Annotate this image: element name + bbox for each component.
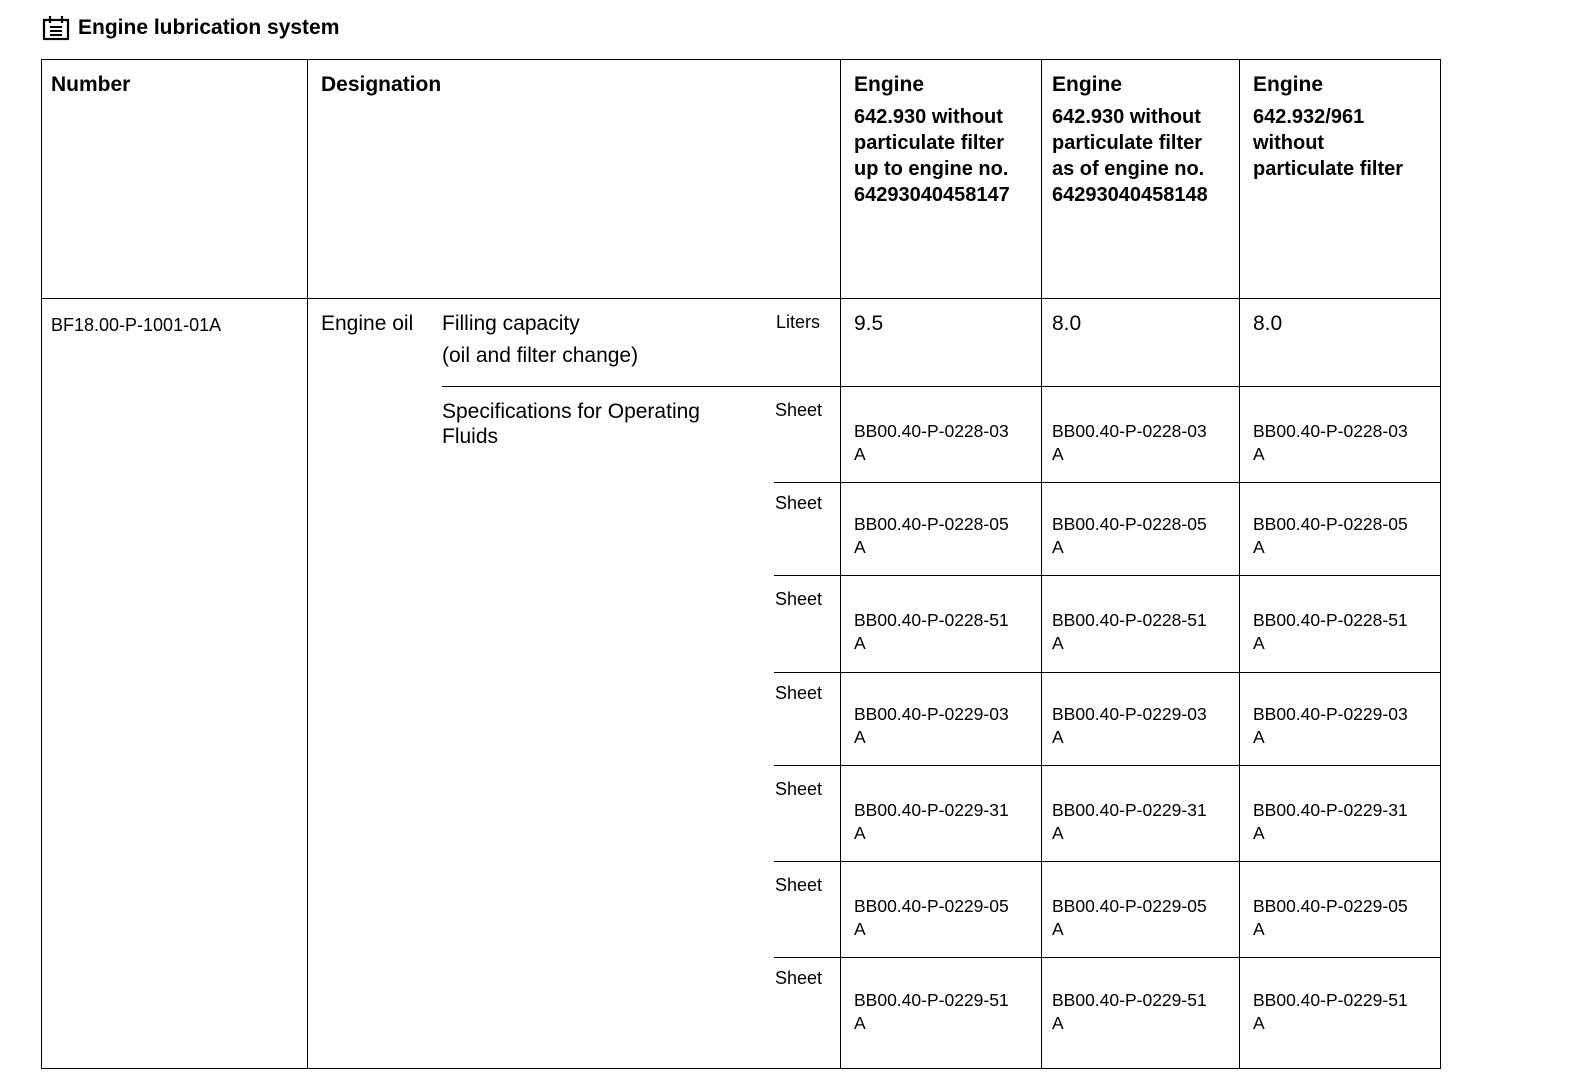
sheet-suffix: A	[854, 537, 866, 557]
sheet-reference	[1253, 799, 1408, 845]
header-engine-line: as of engine no.	[1052, 158, 1205, 180]
col-divider-3	[1041, 59, 1042, 1069]
sheet-code: BB00.40-P-0228-51	[1253, 610, 1408, 630]
sheet-reference	[1253, 609, 1408, 655]
sheet-suffix: A	[1052, 823, 1064, 843]
sheet-unit: Sheet	[775, 683, 823, 703]
sheet-suffix: A	[1052, 633, 1064, 653]
sheet-suffix: A	[1253, 633, 1265, 653]
col-divider-2	[840, 59, 841, 1069]
table-border-bottom	[41, 1068, 1441, 1069]
sheet-reference	[854, 609, 1009, 655]
filling-value: 8.0	[1253, 312, 1283, 335]
filling-row-divider	[442, 386, 1441, 387]
sheet-suffix: A	[854, 919, 866, 939]
sheet-code: BB00.40-P-0229-31	[854, 800, 1009, 820]
header-engine-line: 64293040458148	[1052, 184, 1208, 206]
sheet-reference	[1253, 703, 1408, 749]
sheet-code: BB00.40-P-0229-31	[1052, 800, 1207, 820]
sheet-suffix: A	[1052, 1013, 1064, 1033]
sheet-reference	[1253, 420, 1408, 466]
sheet-code: BB00.40-P-0228-03	[1052, 421, 1207, 441]
specs-label	[442, 399, 700, 449]
sheet-unit: Sheet	[775, 589, 823, 609]
header-engine-line: 642.930 without	[854, 106, 1003, 128]
row-designation: Engine oil	[321, 312, 414, 335]
sheet-code: BB00.40-P-0228-05	[1052, 514, 1207, 534]
filling-unit: Liters	[776, 312, 821, 332]
sheet-reference	[1052, 609, 1207, 655]
sheet-row-divider	[774, 575, 1441, 576]
sheet-reference	[854, 420, 1009, 466]
header-engine-line: 64293040458147	[854, 184, 1010, 206]
sheet-suffix: A	[1052, 727, 1064, 747]
sheet-reference	[1253, 989, 1408, 1035]
sheet-suffix: A	[1253, 823, 1265, 843]
section-title-text: Engine lubrication system	[78, 16, 340, 39]
sheet-reference	[1253, 513, 1408, 559]
header-engine-1	[854, 72, 1039, 208]
sheet-suffix: A	[854, 444, 866, 464]
row-number: BF18.00-P-1001-01A	[51, 315, 222, 335]
sheet-reference	[1052, 703, 1207, 749]
sheet-row-divider	[774, 957, 1441, 958]
filling-value: 9.5	[854, 312, 884, 335]
sheet-suffix: A	[1253, 537, 1265, 557]
sheet-reference	[854, 799, 1009, 845]
table-border-left	[41, 59, 42, 1069]
sheet-code: BB00.40-P-0229-31	[1253, 800, 1408, 820]
sheet-reference	[854, 513, 1009, 559]
section-title	[42, 14, 339, 42]
sheet-suffix: A	[1052, 444, 1064, 464]
header-engine-line: particulate filter	[1253, 158, 1404, 180]
sheet-suffix: A	[1253, 727, 1265, 747]
sheet-suffix: A	[1253, 919, 1265, 939]
header-engine-line: 642.932/961	[1253, 106, 1365, 128]
sheet-code: BB00.40-P-0228-03	[854, 421, 1009, 441]
filling-capacity-label: Filling capacity	[442, 312, 580, 335]
sheet-reference	[854, 989, 1009, 1035]
sheet-reference	[1052, 895, 1207, 941]
sheet-code: BB00.40-P-0228-05	[1253, 514, 1408, 534]
sheet-code: BB00.40-P-0229-51	[1253, 990, 1408, 1010]
col-divider-1	[307, 59, 308, 1069]
table-border-top	[41, 59, 1441, 60]
sheet-code: BB00.40-P-0229-05	[1253, 896, 1408, 916]
sheet-suffix: A	[1253, 1013, 1265, 1033]
sheet-reference	[854, 703, 1009, 749]
header-engine-3	[1253, 72, 1438, 182]
sheet-code: BB00.40-P-0229-03	[1052, 704, 1207, 724]
specs-label-line: Fluids	[442, 425, 499, 448]
sheet-unit: Sheet	[775, 400, 823, 420]
sheet-code: BB00.40-P-0228-51	[854, 610, 1009, 630]
sheet-code: BB00.40-P-0229-05	[854, 896, 1009, 916]
sheet-suffix: A	[1253, 444, 1265, 464]
sheet-unit: Sheet	[775, 968, 823, 988]
sheet-unit: Sheet	[775, 875, 823, 895]
sheet-suffix: A	[854, 727, 866, 747]
header-engine-label: Engine	[1052, 73, 1123, 96]
col-divider-4	[1239, 59, 1240, 1069]
sheet-suffix: A	[854, 1013, 866, 1033]
sheet-row-divider	[774, 765, 1441, 766]
sheet-code: BB00.40-P-0228-05	[854, 514, 1009, 534]
header-engine-2	[1052, 72, 1237, 208]
sheet-code: BB00.40-P-0229-03	[1253, 704, 1408, 724]
sheet-row-divider	[774, 482, 1441, 483]
sheet-code: BB00.40-P-0228-51	[1052, 610, 1207, 630]
sheet-code: BB00.40-P-0229-51	[854, 990, 1009, 1010]
header-engine-line: particulate filter	[854, 132, 1005, 154]
sheet-suffix: A	[1052, 919, 1064, 939]
header-engine-line: 642.930 without	[1052, 106, 1201, 128]
sheet-code: BB00.40-P-0229-51	[1052, 990, 1207, 1010]
sheet-reference	[1253, 895, 1408, 941]
header-number: Number	[51, 73, 131, 96]
sheet-reference	[1052, 420, 1207, 466]
sheet-reference	[1052, 989, 1207, 1035]
sheet-code: BB00.40-P-0228-03	[1253, 421, 1408, 441]
sheet-reference	[854, 895, 1009, 941]
sheet-code: BB00.40-P-0229-05	[1052, 896, 1207, 916]
header-designation: Designation	[321, 73, 442, 96]
sheet-suffix: A	[1052, 537, 1064, 557]
sheet-unit: Sheet	[775, 779, 823, 799]
header-row-divider	[41, 298, 1441, 299]
table-border-right	[1440, 59, 1441, 1069]
header-engine-line: up to engine no.	[854, 158, 1009, 180]
filling-value: 8.0	[1052, 312, 1082, 335]
sheet-suffix: A	[854, 633, 866, 653]
sheet-row-divider	[774, 672, 1441, 673]
sheet-suffix: A	[854, 823, 866, 843]
sheet-reference	[1052, 799, 1207, 845]
sheet-code: BB00.40-P-0229-03	[854, 704, 1009, 724]
filling-capacity-sublabel: (oil and filter change)	[442, 344, 639, 367]
document-table-icon	[42, 15, 70, 41]
sheet-unit: Sheet	[775, 493, 823, 513]
sheet-row-divider	[774, 861, 1441, 862]
sheet-reference	[1052, 513, 1207, 559]
header-engine-label: Engine	[854, 73, 925, 96]
header-engine-label: Engine	[1253, 73, 1324, 96]
header-engine-line: particulate filter	[1052, 132, 1203, 154]
header-engine-line: without	[1253, 132, 1325, 154]
specs-label-line: Specifications for Operating	[442, 400, 700, 423]
